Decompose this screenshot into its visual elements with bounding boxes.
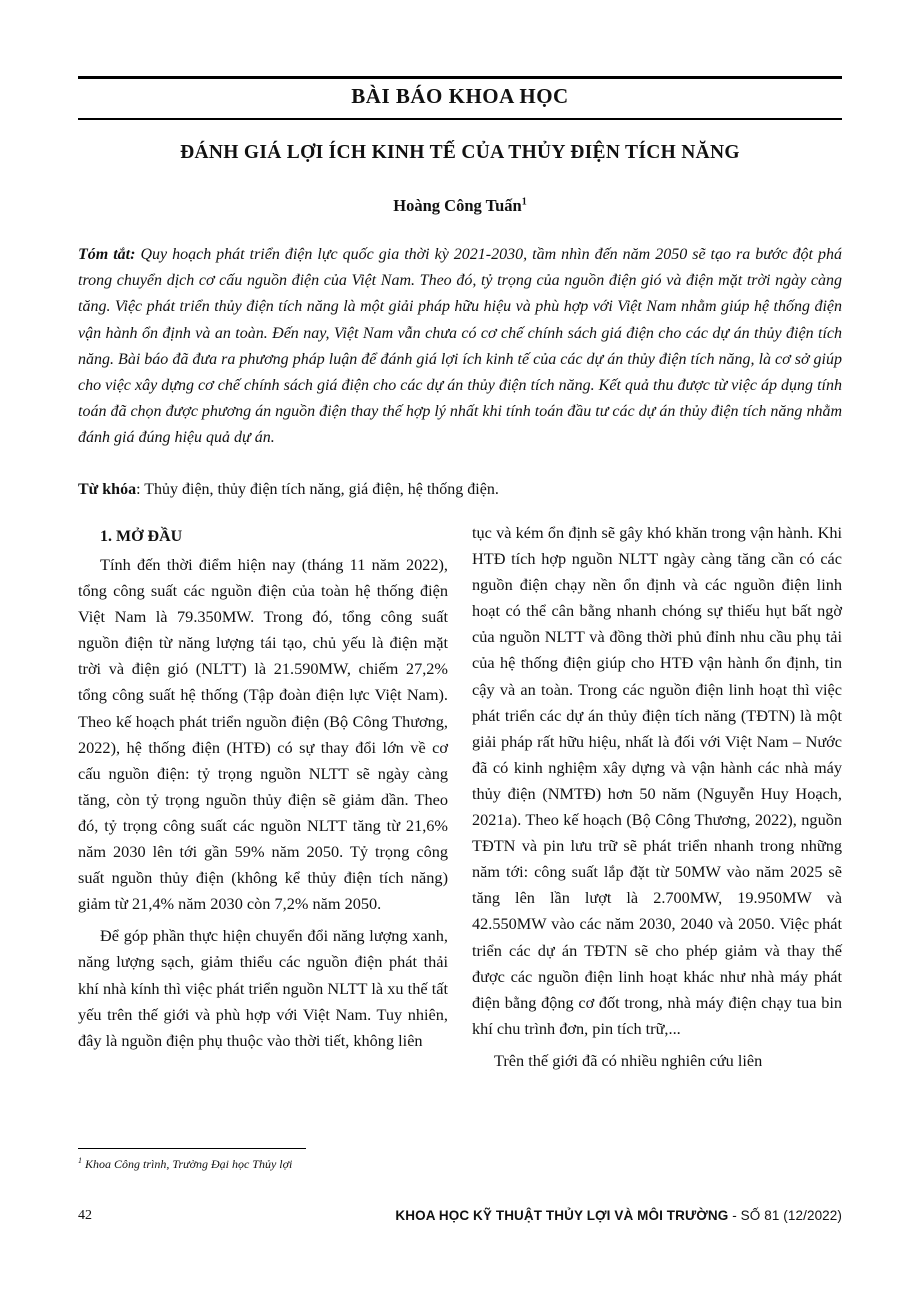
footnote <box>78 1156 292 1172</box>
journal-footer <box>395 1208 842 1223</box>
section-heading: 1. MỞ ĐẦU <box>100 528 183 545</box>
journal-name: KHOA HỌC KỸ THUẬT THỦY LỢI VÀ MÔI TRƯỜNG <box>395 1208 729 1223</box>
abstract-text: Quy hoạch phát triển điện lực quốc gia thời kỳ 2021-2030, tầm nhìn đến năm 2050 sẽ tạo ra bước đột phá trong chuyển dịch cơ cấu nguồn điện của Việt Nam. Theo đó, tỷ trọng của nguồn điện gió và điện mặt trời ngày càng tăng. Việc phát triển thủy điện tích năng là một giải pháp hữu hiệu và phù hợp với Việt Nam nhằm giúp hệ thống điện vận hành ổn định và an toàn. Đến nay, Việt Nam vẫn chưa có cơ chế chính sách giá điện cho các dự án thủy điện tích năng. Bài báo đã đưa ra phương pháp luận để đánh giá lợi ích kinh tế của các dự án thủy điện tích năng, là cơ sở giúp cho việc xây dựng cơ chế chính sách giá điện cho các dự án thủy điện tích năng. Kết quả thu được từ việc áp dụng tính toán đã chọn được phương án nguồn điện thay thế hợp lý nhất khi tính toán đầu tư các dự án thủy điện tích năng nhằm đánh giá đúng hiệu quả dự án. <box>78 246 843 447</box>
journal-issue: - SỐ 81 (12/2022) <box>728 1208 842 1223</box>
author-name: Hoàng Công Tuấn <box>393 196 522 215</box>
paragraph: tục và kém ổn định sẽ gây khó khăn trong vận hành. Khi HTĐ tích hợp nguồn NLTT ngày càng tăng cần có các nguồn điện chạy nền ổn định và các nguồn điện linh hoạt có thể cân bằng nhanh chóng sự thiếu hụt bất ngờ của nguồn NLTT và đồng thời phủ đỉnh nhu cầu phụ tải của hệ thống điện giúp cho HTĐ vận hành ổn định, tin cậy và an toàn. Trong các nguồn điện linh hoạt thì việc phát triển các dự án thủy điện tích năng (TĐTN) là một giải pháp rất hữu hiệu, nhất là đối với Việt Nam – Nước đã có kinh nghiệm xây dựng và vận hành các nhà máy thủy điện (NMTĐ) hơn 50 năm (Nguyễn Huy Hoạch, 2021a). Theo kế hoạch (Bộ Công Thương, 2022), nguồn TĐTN và pin lưu trữ sẽ phát triển nhanh trong những năm tới: công suất lắp đặt từ 50MW vào năm 2025 sẽ tăng lên lần lượt là 2.700MW, 19.950MW và 42.550MW vào các năm 2030, 2040 và 2050. Việc phát triển các dự án TĐTN sẽ cho phép giảm và thay thế được các nguồn điện linh hoạt khác như nhà máy phát điện bằng động cơ đốt trong, nhà máy điện chạy tua bin khí chu trình đơn, pin tích trữ,... <box>472 523 842 1038</box>
footnote-text: Khoa Công trình, Trường Đại học Thủy lợi <box>85 1157 293 1171</box>
body-column-right <box>472 520 842 1080</box>
keywords <box>78 478 842 502</box>
body-column-left <box>78 520 448 1060</box>
keywords-label: Từ khóa <box>78 481 137 498</box>
paragraph: Để góp phần thực hiện chuyển đổi năng lượng xanh, năng lượng sạch, giảm thiểu các nguồn điện phát thải khí nhà kính thì việc phát triển nguồn NLTT là xu thế tất yếu trên thế giới và phù hợp với Việt Nam. Tuy nhiên, đây là nguồn điện phụ thuộc vào thời tiết, không liên <box>78 926 448 1050</box>
paragraph: Trên thế giới đã có nhiều nghiên cứu liên <box>494 1050 763 1070</box>
header-top-rule <box>78 76 842 79</box>
author <box>78 196 842 216</box>
article-title: ĐÁNH GIÁ LỢI ÍCH KINH TẾ CỦA THỦY ĐIỆN TÍCH NĂNG <box>180 142 740 163</box>
header-bottom-rule <box>78 118 842 120</box>
abstract <box>78 242 842 452</box>
author-affiliation-mark: 1 <box>521 196 527 208</box>
footnote-rule <box>78 1148 306 1149</box>
section-label: BÀI BÁO KHOA HỌC <box>351 84 569 108</box>
keywords-text: : Thủy điện, thủy điện tích năng, giá điện, hệ thống điện. <box>136 481 499 498</box>
page-number: 42 <box>78 1208 92 1223</box>
footnote-mark: 1 <box>78 1156 82 1165</box>
abstract-label: Tóm tắt: <box>78 246 136 263</box>
paragraph: Tính đến thời điểm hiện nay (tháng 11 năm 2022), tổng công suất các nguồn điện của toàn hệ thống điện Việt Nam là 79.350MW. Trong đó, tổng công suất nguồn điện từ năng lượng tái tạo, chủ yếu là điện mặt trời và điện gió (NLTT) là 21.590MW, chiếm 27,2% tổng công suất hệ thống (Tập đoàn điện lực Việt Nam). Theo kế hoạch phát triển nguồn điện (Bộ Công Thương, 2022), hệ thống điện (HTĐ) có sự thay đổi lớn về cơ cấu nguồn điện: tỷ trọng nguồn NLTT sẽ ngày càng tăng, còn tỷ trọng nguồn thủy điện sẽ giảm dần. Theo đó, tỷ trọng công suất các nguồn NLTT tăng từ 21,6% năm 2030 lên tới gần 59% năm 2050. Tỷ trọng công suất nguồn thủy điện (không kể thủy điện tích năng) giảm từ 21,4% năm 2030 còn 7,2% năm 2050. <box>78 555 448 914</box>
